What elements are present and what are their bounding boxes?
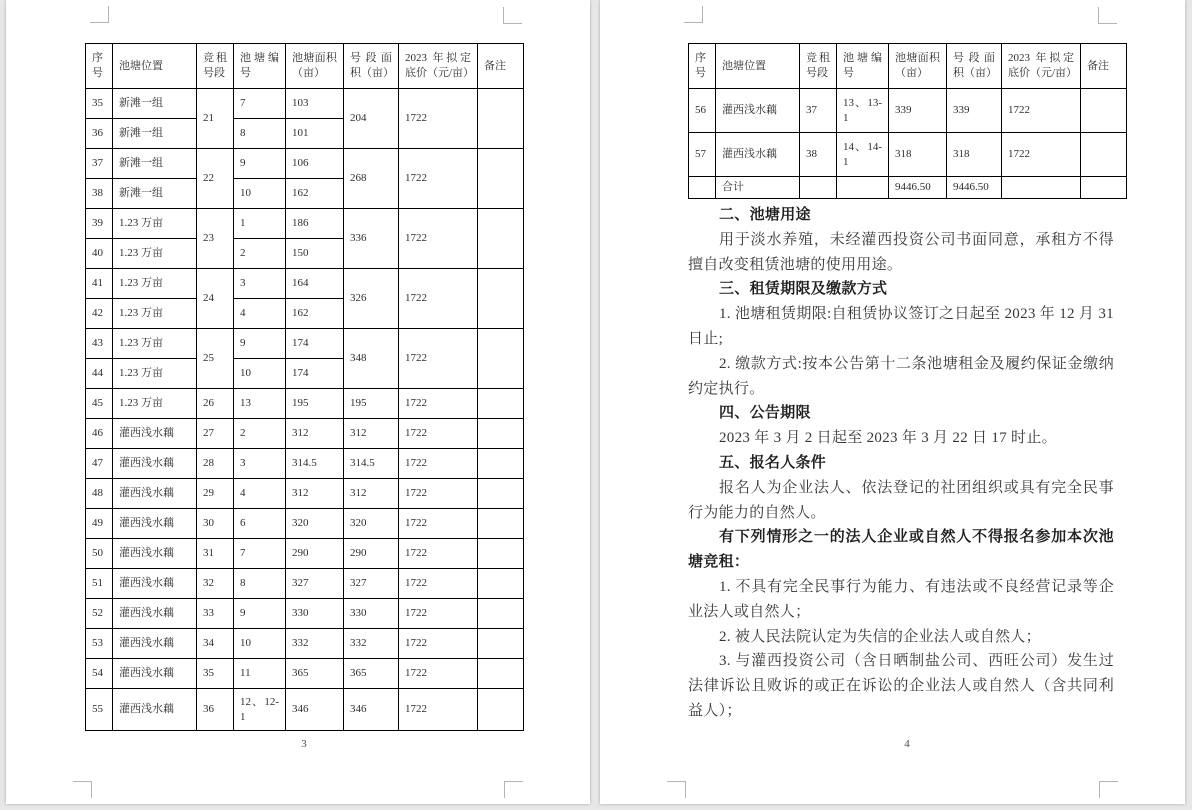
table-cell: 10 bbox=[234, 629, 286, 659]
table-cell: 29 bbox=[197, 479, 234, 509]
table-cell: 灌西浅水藕 bbox=[113, 629, 197, 659]
table-row bbox=[86, 479, 524, 509]
header-cell: 号段面积（亩） bbox=[344, 44, 399, 89]
table-cell bbox=[478, 629, 524, 659]
section-heading: 二、池塘用途 bbox=[719, 207, 811, 223]
table-row bbox=[86, 629, 524, 659]
table-cell: 1722 bbox=[399, 569, 478, 599]
table-cell bbox=[478, 329, 524, 389]
table-cell: 13 bbox=[234, 389, 286, 419]
section-heading: 有下列情形之一的法人企业或自然人不得报名参加本次池塘竞租： bbox=[688, 529, 1114, 571]
table-cell: 灌西浅水藕 bbox=[716, 89, 800, 133]
table-cell: 164 bbox=[286, 269, 344, 299]
table-cell bbox=[478, 449, 524, 479]
table-cell: 38 bbox=[800, 133, 837, 177]
table-cell: 灌西浅水藕 bbox=[113, 479, 197, 509]
table-cell: 50 bbox=[86, 539, 113, 569]
header-cell: 备注 bbox=[1081, 44, 1127, 89]
table-cell: 37 bbox=[800, 89, 837, 133]
table-row bbox=[86, 149, 524, 179]
margin-corner-mark bbox=[1098, 7, 1117, 24]
table-cell: 11 bbox=[234, 659, 286, 689]
table-cell: 1722 bbox=[399, 329, 478, 389]
table-cell: 53 bbox=[86, 629, 113, 659]
header-cell: 池塘位置 bbox=[113, 44, 197, 89]
table-cell: 43 bbox=[86, 329, 113, 359]
table-cell: 38 bbox=[86, 179, 113, 209]
table-cell: 3 bbox=[234, 269, 286, 299]
table-cell: 330 bbox=[344, 599, 399, 629]
table-row bbox=[86, 329, 524, 359]
table-cell: 7 bbox=[234, 89, 286, 119]
table-cell: 312 bbox=[344, 479, 399, 509]
table-cell: 30 bbox=[197, 509, 234, 539]
table-cell: 23 bbox=[197, 209, 234, 269]
table-cell: 290 bbox=[344, 539, 399, 569]
table-cell: 新滩一组 bbox=[113, 179, 197, 209]
table-cell: 1722 bbox=[399, 389, 478, 419]
table-cell: 44 bbox=[86, 359, 113, 389]
table-cell: 27 bbox=[197, 419, 234, 449]
section-heading: 五、报名人条件 bbox=[719, 454, 827, 471]
table-cell: 40 bbox=[86, 239, 113, 269]
table-cell: 合计 bbox=[716, 177, 800, 199]
table-cell: 10 bbox=[234, 359, 286, 389]
table-row bbox=[86, 599, 524, 629]
table-cell: 灌西浅水藕 bbox=[113, 509, 197, 539]
table-cell: 46 bbox=[86, 419, 113, 449]
table-body bbox=[86, 89, 524, 731]
table-cell bbox=[478, 419, 524, 449]
table-cell bbox=[1081, 89, 1127, 133]
table-cell: 195 bbox=[286, 389, 344, 419]
table-cell: 106 bbox=[286, 149, 344, 179]
table-cell: 灌西浅水藕 bbox=[113, 599, 197, 629]
table-cell: 327 bbox=[286, 569, 344, 599]
table-cell: 1722 bbox=[399, 269, 478, 329]
header-cell: 2023 年拟定底价（元/亩） bbox=[399, 44, 478, 89]
table-cell: 174 bbox=[286, 359, 344, 389]
table-cell bbox=[478, 689, 524, 731]
table-cell: 56 bbox=[689, 89, 716, 133]
table-cell: 1722 bbox=[399, 89, 478, 149]
table-cell: 22 bbox=[197, 149, 234, 209]
table-cell: 35 bbox=[86, 89, 113, 119]
table-cell: 47 bbox=[86, 449, 113, 479]
table-cell: 34 bbox=[197, 629, 234, 659]
table-cell bbox=[478, 149, 524, 209]
table-cell: 1722 bbox=[399, 539, 478, 569]
table-cell: 21 bbox=[197, 89, 234, 149]
table-row bbox=[86, 389, 524, 419]
table-cell: 346 bbox=[286, 689, 344, 731]
paragraph: 3. 与灌西投资公司（含日晒制盐公司、西旺公司）发生过法律诉讼且败诉的或正在诉讼的企业法人或自然人（含共同利益人）； bbox=[688, 653, 1114, 719]
table-cell: 314.5 bbox=[344, 449, 399, 479]
table-cell: 1.23 万亩 bbox=[113, 389, 197, 419]
table-cell bbox=[1002, 177, 1081, 199]
table-cell: 204 bbox=[344, 89, 399, 149]
table-cell: 312 bbox=[286, 479, 344, 509]
table-cell: 332 bbox=[344, 629, 399, 659]
header-cell: 2023 年拟定底价（元/亩） bbox=[1002, 44, 1081, 89]
table-cell: 37 bbox=[86, 149, 113, 179]
table-cell bbox=[478, 539, 524, 569]
table-cell: 1.23 万亩 bbox=[113, 299, 197, 329]
table-cell: 55 bbox=[86, 689, 113, 731]
header-cell: 池塘位置 bbox=[716, 44, 800, 89]
header-cell: 竞租号段 bbox=[197, 44, 234, 89]
margin-corner-mark bbox=[504, 781, 523, 798]
table-row bbox=[689, 133, 1127, 177]
table-cell: 新滩一组 bbox=[113, 149, 197, 179]
table-cell: 1722 bbox=[399, 509, 478, 539]
table-cell: 9 bbox=[234, 149, 286, 179]
table-cell: 7 bbox=[234, 539, 286, 569]
table-cell: 348 bbox=[344, 329, 399, 389]
table-cell bbox=[478, 89, 524, 149]
table-cell: 48 bbox=[86, 479, 113, 509]
paragraph: 1. 池塘租赁期限:自租赁协议签订之日起至 2023 年 12 月 31 日止; bbox=[688, 306, 1114, 347]
table-cell: 9446.50 bbox=[947, 177, 1002, 199]
table-cell: 1.23 万亩 bbox=[113, 329, 197, 359]
table-cell: 1.23 万亩 bbox=[113, 269, 197, 299]
table-cell: 150 bbox=[286, 239, 344, 269]
page-number: 4 bbox=[904, 738, 910, 750]
table-cell: 1 bbox=[234, 209, 286, 239]
table-cell: 8 bbox=[234, 119, 286, 149]
paragraph: 2. 被人民法院认定为失信的企业法人或自然人； bbox=[719, 628, 1041, 645]
table-cell: 12、12-1 bbox=[234, 689, 286, 731]
pond-rental-table-page3 bbox=[85, 43, 524, 731]
table-cell: 24 bbox=[197, 269, 234, 329]
table-cell: 162 bbox=[286, 179, 344, 209]
table-cell: 268 bbox=[344, 149, 399, 209]
table-cell: 42 bbox=[86, 299, 113, 329]
table-cell bbox=[1081, 133, 1127, 177]
table-cell: 1.23 万亩 bbox=[113, 239, 197, 269]
header-cell: 序号 bbox=[689, 44, 716, 89]
table-cell: 336 bbox=[344, 209, 399, 269]
table-cell: 灌西浅水藕 bbox=[113, 659, 197, 689]
table-row bbox=[86, 509, 524, 539]
table-cell: 290 bbox=[286, 539, 344, 569]
paragraph: 用于淡水养殖，未经灌西投资公司书面同意，承租方不得擅自改变租赁池塘的使用用途。 bbox=[688, 231, 1114, 273]
table-cell: 1722 bbox=[399, 209, 478, 269]
header-cell: 池塘面积（亩） bbox=[286, 44, 344, 89]
table-cell: 332 bbox=[286, 629, 344, 659]
header-cell: 竞租号段 bbox=[800, 44, 837, 89]
table-cell: 312 bbox=[286, 419, 344, 449]
table-cell: 162 bbox=[286, 299, 344, 329]
table-cell: 365 bbox=[286, 659, 344, 689]
table-cell: 灌西浅水藕 bbox=[113, 449, 197, 479]
table-cell: 新滩一组 bbox=[113, 89, 197, 119]
margin-corner-mark bbox=[684, 6, 703, 23]
table-cell bbox=[478, 659, 524, 689]
table-cell: 26 bbox=[197, 389, 234, 419]
table-cell: 9446.50 bbox=[889, 177, 947, 199]
table-row bbox=[86, 89, 524, 119]
table-cell: 57 bbox=[689, 133, 716, 177]
table-cell bbox=[478, 509, 524, 539]
table-row bbox=[86, 539, 524, 569]
table-cell: 1722 bbox=[399, 659, 478, 689]
table-cell: 33 bbox=[197, 599, 234, 629]
paragraph: 2023 年 3 月 2 日起至 2023 年 3 月 22 日 17 时止。 bbox=[719, 430, 1057, 447]
table-header bbox=[689, 44, 1127, 89]
table-cell: 灌西浅水藕 bbox=[113, 539, 197, 569]
table-cell bbox=[689, 177, 716, 199]
table-cell: 320 bbox=[344, 509, 399, 539]
table-cell: 14、14-1 bbox=[837, 133, 889, 177]
table-header-row bbox=[86, 44, 524, 89]
table-cell: 339 bbox=[889, 89, 947, 133]
table-cell: 320 bbox=[286, 509, 344, 539]
section-heading: 三、租赁期限及缴款方式 bbox=[719, 281, 888, 298]
table-cell: 1722 bbox=[399, 689, 478, 731]
table-cell: 25 bbox=[197, 329, 234, 389]
table-row bbox=[689, 177, 1127, 199]
paragraph: 2. 缴款方式:按本公告第十二条池塘租金及履约保证金缴纳约定执行。 bbox=[688, 355, 1114, 397]
table-cell bbox=[478, 209, 524, 269]
table-cell: 2 bbox=[234, 419, 286, 449]
table-cell: 36 bbox=[197, 689, 234, 731]
table-cell: 195 bbox=[344, 389, 399, 419]
table-cell: 1722 bbox=[399, 629, 478, 659]
table-header-row bbox=[689, 44, 1127, 89]
table-cell bbox=[478, 389, 524, 419]
table-body bbox=[689, 89, 1127, 199]
table-cell: 35 bbox=[197, 659, 234, 689]
table-cell: 346 bbox=[344, 689, 399, 731]
table-cell: 36 bbox=[86, 119, 113, 149]
table-cell: 9 bbox=[234, 599, 286, 629]
table-cell: 1722 bbox=[1002, 133, 1081, 177]
table-cell: 1722 bbox=[399, 479, 478, 509]
table-cell: 灌西浅水藕 bbox=[716, 133, 800, 177]
table-cell: 28 bbox=[197, 449, 234, 479]
table-cell: 103 bbox=[286, 89, 344, 119]
table-cell: 10 bbox=[234, 179, 286, 209]
table-cell: 灌西浅水藕 bbox=[113, 569, 197, 599]
table-cell: 312 bbox=[344, 419, 399, 449]
table-cell: 32 bbox=[197, 569, 234, 599]
table-cell: 49 bbox=[86, 509, 113, 539]
margin-corner-mark bbox=[73, 781, 92, 798]
table-cell: 52 bbox=[86, 599, 113, 629]
table-cell: 6 bbox=[234, 509, 286, 539]
table-cell: 4 bbox=[234, 299, 286, 329]
table-row bbox=[689, 89, 1127, 133]
table-cell: 327 bbox=[344, 569, 399, 599]
table-cell: 1722 bbox=[399, 419, 478, 449]
pond-rental-table-page4 bbox=[688, 43, 1127, 199]
header-cell: 池塘编号 bbox=[837, 44, 889, 89]
table-cell: 54 bbox=[86, 659, 113, 689]
table-cell bbox=[478, 269, 524, 329]
table-row bbox=[86, 569, 524, 599]
margin-corner-mark bbox=[667, 781, 686, 798]
table-cell: 新滩一组 bbox=[113, 119, 197, 149]
table-cell: 灌西浅水藕 bbox=[113, 419, 197, 449]
header-cell: 备注 bbox=[478, 44, 524, 89]
table-cell: 51 bbox=[86, 569, 113, 599]
table-cell: 13、13-1 bbox=[837, 89, 889, 133]
table-cell bbox=[837, 177, 889, 199]
table-cell: 1.23 万亩 bbox=[113, 359, 197, 389]
table-header bbox=[86, 44, 524, 89]
table-cell: 330 bbox=[286, 599, 344, 629]
table-row bbox=[86, 659, 524, 689]
table-cell: 9 bbox=[234, 329, 286, 359]
table-row bbox=[86, 419, 524, 449]
table-cell bbox=[478, 479, 524, 509]
table-cell: 3 bbox=[234, 449, 286, 479]
margin-corner-mark bbox=[503, 7, 522, 24]
table-cell: 41 bbox=[86, 269, 113, 299]
paragraph: 1. 不具有完全民事行为能力、有违法或不良经营记录等企业法人或自然人； bbox=[688, 578, 1114, 620]
table-row bbox=[86, 209, 524, 239]
margin-corner-mark bbox=[90, 6, 109, 23]
table-cell: 186 bbox=[286, 209, 344, 239]
table-cell: 1722 bbox=[399, 449, 478, 479]
table-cell bbox=[800, 177, 837, 199]
table-cell: 45 bbox=[86, 389, 113, 419]
table-cell bbox=[478, 569, 524, 599]
header-cell: 号段面积（亩） bbox=[947, 44, 1002, 89]
table-cell: 314.5 bbox=[286, 449, 344, 479]
table-cell: 31 bbox=[197, 539, 234, 569]
table-cell: 174 bbox=[286, 329, 344, 359]
table-cell: 339 bbox=[947, 89, 1002, 133]
page-3[interactable] bbox=[6, 0, 590, 804]
table-cell: 1.23 万亩 bbox=[113, 209, 197, 239]
table-cell bbox=[478, 599, 524, 629]
page-number: 3 bbox=[301, 738, 307, 750]
table-cell: 8 bbox=[234, 569, 286, 599]
page-4[interactable] bbox=[600, 0, 1185, 804]
table-row bbox=[86, 449, 524, 479]
margin-corner-mark bbox=[1099, 781, 1118, 798]
table-cell: 4 bbox=[234, 479, 286, 509]
paragraph: 报名人为企业法人、依法登记的社团组织或具有完全民事行为能力的自然人。 bbox=[688, 479, 1114, 521]
table-cell: 1722 bbox=[399, 149, 478, 209]
table-cell: 318 bbox=[947, 133, 1002, 177]
table-cell: 2 bbox=[234, 239, 286, 269]
table-cell: 318 bbox=[889, 133, 947, 177]
header-cell: 池塘面积（亩） bbox=[889, 44, 947, 89]
table-cell: 灌西浅水藕 bbox=[113, 689, 197, 731]
header-cell: 序号 bbox=[86, 44, 113, 89]
table-cell: 39 bbox=[86, 209, 113, 239]
table-cell: 1722 bbox=[1002, 89, 1081, 133]
table-cell: 1722 bbox=[399, 599, 478, 629]
table-row bbox=[86, 689, 524, 731]
table-cell bbox=[1081, 177, 1127, 199]
header-cell: 池塘编号 bbox=[234, 44, 286, 89]
section-heading: 四、公告期限 bbox=[719, 405, 811, 422]
announcement-text bbox=[688, 203, 1114, 724]
table-cell: 101 bbox=[286, 119, 344, 149]
table-cell: 365 bbox=[344, 659, 399, 689]
table-row bbox=[86, 269, 524, 299]
table-cell: 326 bbox=[344, 269, 399, 329]
